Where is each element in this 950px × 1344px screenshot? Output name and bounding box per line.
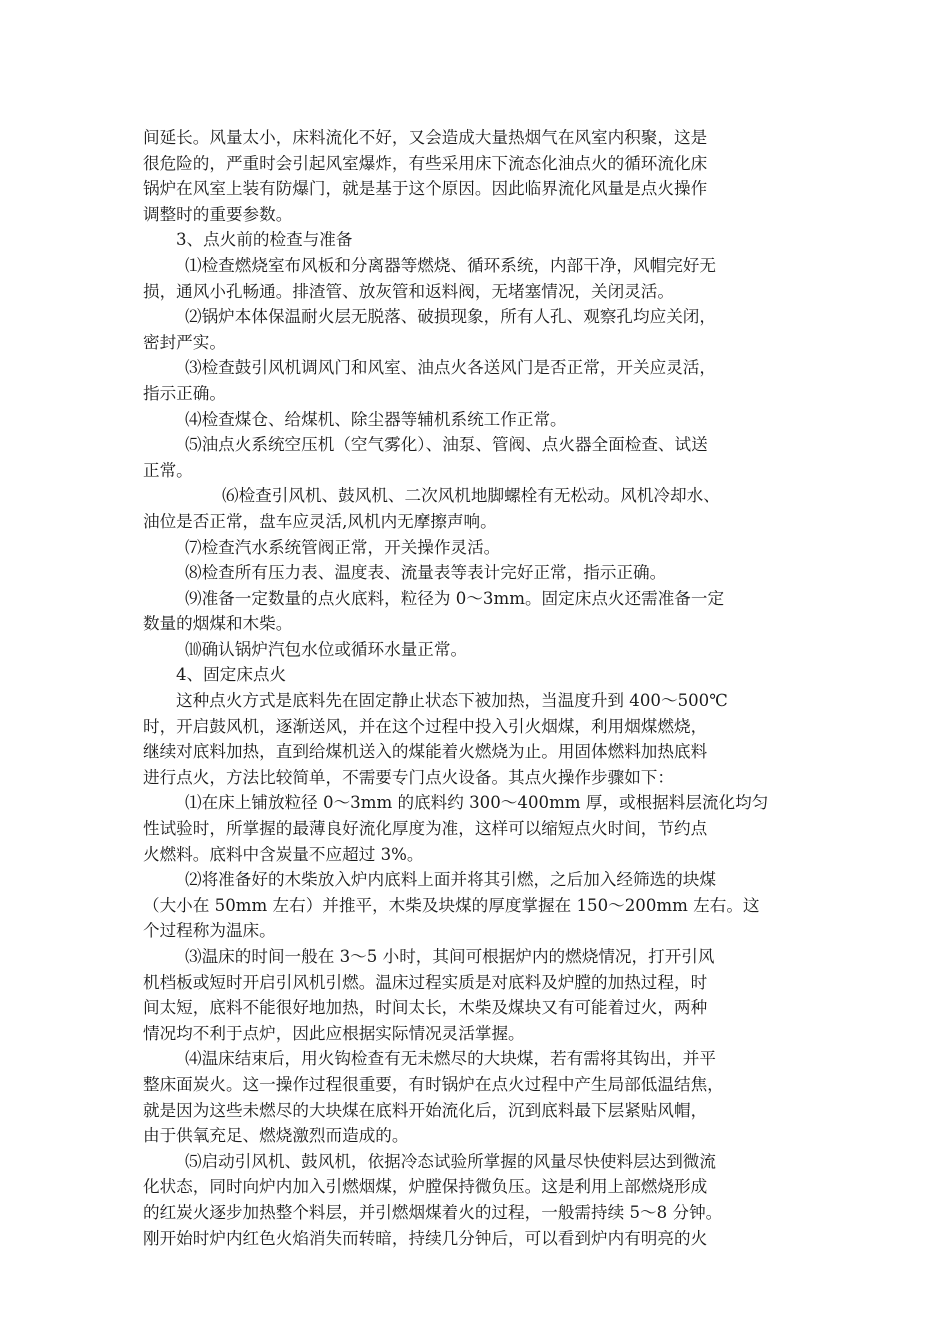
text-line: 火燃料。底料中含炭量不应超过 3%。 (143, 844, 424, 864)
text-line: 刚开始时炉内红色火焰消失而转暗，持续几分钟后，可以看到炉内有明亮的火 (143, 1228, 708, 1248)
text-line: ⑺检查汽水系统管阀正常，开关操作灵活。 (185, 537, 501, 557)
text-line: 继续对底料加热，直到给煤机送入的煤能着火燃烧为止。用固体燃料加热底料 (143, 742, 708, 762)
text-line: ⑸油点火系统空压机（空气雾化）、油泵、管阀、点火器全面检查、试送 (185, 435, 708, 455)
text-line: ⑷检查煤仓、给煤机、除尘器等辅机系统工作正常。 (185, 409, 567, 429)
text-line: 化状态，同时向炉内加入引燃烟煤，炉膛保持微负压。这是利用上部燃烧形成 (143, 1177, 708, 1197)
text-line: 指示正确。 (143, 383, 226, 403)
text-line: 调整时的重要参数。 (143, 204, 293, 224)
text-line: ⑴检查燃烧室布风板和分离器等燃烧、循环系统，内部干净，风帽完好无 (185, 255, 716, 275)
text-line: 时，开启鼓风机，逐渐送风，并在这个过程中投入引火烟煤，利用烟煤燃烧， (143, 716, 708, 736)
text-line: （大小在 50mm 左右）并推平，木柴及块煤的厚度掌握在 150～200mm 左右。这 (143, 895, 760, 915)
text-line: ⑸启动引风机、鼓风机，依据冷态试验所掌握的风量尽快使料层达到微流 (185, 1151, 716, 1171)
text-line: ⑹检查引风机、鼓风机、二次风机地脚螺栓有无松动。风机冷却水、 (222, 486, 720, 506)
text-line: 由于供氧充足、燃烧激烈而造成的。 (143, 1126, 409, 1146)
text-line: 进行点火，方法比较简单，不需要专门点火设备。其点火操作步骤如下： (143, 767, 674, 787)
text-line: ⑶检查鼓引风机调风门和风室、油点火各送风门是否正常，开关应灵活， (185, 358, 716, 378)
text-line: 这种点火方式是底料先在固定静止状态下被加热，当温度升到 400～500℃ (176, 691, 728, 711)
text-line: 间延长。风量太小，床料流化不好，又会造成大量热烟气在风室内积聚，这是 (143, 128, 708, 147)
text-line: ⑶温床的时间一般在 3～5 小时，其间可根据炉内的燃烧情况，打开引风 (185, 947, 715, 966)
document-body (143, 125, 807, 1251)
text-line: 4、固定床点火 (176, 665, 287, 685)
text-line: 机档板或短时开启引风机引燃。温床过程实质是对底料及炉膛的加热过程，时 (143, 972, 708, 992)
text-line: ⑼准备一定数量的点火底料，粒径为 0～3mm。固定床点火还需准备一定 (185, 588, 725, 608)
text-line: 个过程称为温床。 (143, 921, 276, 941)
text-line: ⑷温床结束后，用火钩检查有无未燃尽的大块煤，若有需将其钩出，并平 (185, 1049, 716, 1069)
text-line: 油位是否正常，盘车应灵活,风机内无摩擦声响。 (143, 511, 497, 531)
text-line: 情况均不利于点炉，因此应根据实际情况灵活掌握。 (143, 1023, 525, 1043)
text-line: 密封严实。 (143, 332, 226, 352)
text-line: ⑽确认锅炉汽包水位或循环水量正常。 (185, 639, 468, 659)
text-line: 正常。 (143, 460, 193, 480)
text-line: ⑻检查所有压力表、温度表、流量表等表计完好正常，指示正确。 (185, 563, 667, 583)
text-line: ⑴在床上铺放粒径 0～3mm 的底料约 300～400mm 厚，或根据料层流化均匀 (185, 793, 769, 813)
text-line: 锅炉在风室上装有防爆门，就是基于这个原因。因此临界流化风量是点火操作 (143, 179, 708, 199)
text-line: 间太短，底料不能很好地加热，时间太长，木柴及煤块又有可能着过火，两种 (143, 998, 708, 1018)
text-line: 就是因为这些未燃尽的大块煤在底料开始流化后，沉到底料最下层紧贴风帽， (143, 1100, 708, 1120)
text-line: 性试验时，所掌握的最薄良好流化厚度为准，这样可以缩短点火时间，节约点 (143, 819, 708, 839)
text-line: ⑵锅炉本体保温耐火层无脱落、破损现象，所有人孔、观察孔均应关闭， (185, 307, 716, 327)
text-line: 3、点火前的检查与准备 (176, 230, 353, 250)
text-line: 整床面炭火。这一操作过程很重要，有时锅炉在点火过程中产生局部低温结焦， (143, 1074, 724, 1094)
text-line: 损，通风小孔畅通。排渣管、放灰管和返料阀，无堵塞情况，关闭灵活。 (143, 281, 674, 301)
text-line: 的红炭火逐步加热整个料层，并引燃烟煤着火的过程，一般需持续 5～8 分钟。 (143, 1202, 723, 1222)
text-line: 很危险的，严重时会引起风室爆炸，有些采用床下流态化油点火的循环流化床 (143, 153, 708, 173)
text-line: ⑵将准备好的木柴放入炉内底料上面并将其引燃，之后加入经筛选的块煤 (185, 870, 716, 890)
text-line: 数量的烟煤和木柴。 (143, 614, 293, 634)
